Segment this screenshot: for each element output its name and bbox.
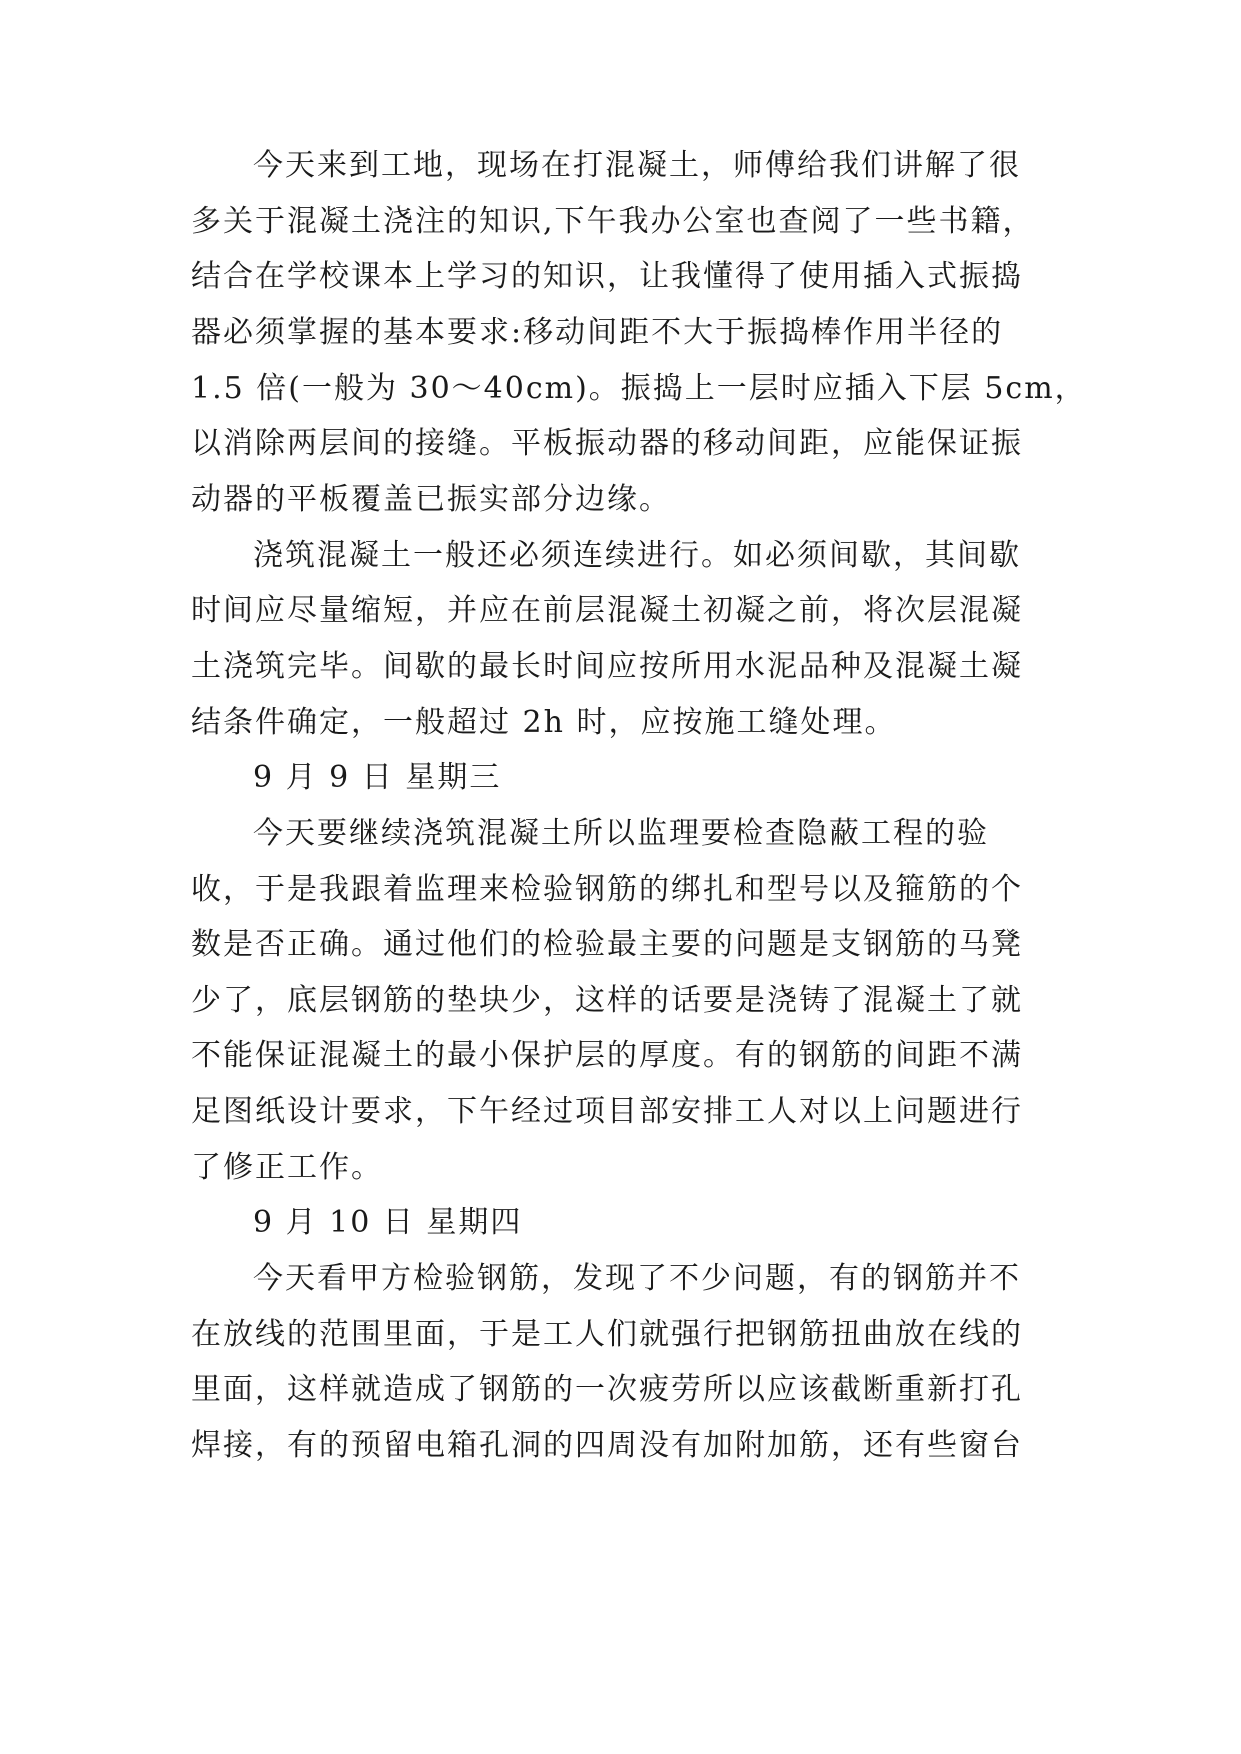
paragraph-2-line-1: 浇筑混凝土一般还必须连续进行。如必须间歇，其间歇 — [253, 538, 1021, 573]
paragraph-1-line-6: 以消除两层间的接缝。平板振动器的移动间距，应能保证振 — [191, 426, 1023, 461]
paragraph-1-line-2: 多关于混凝土浇注的知识,下午我办公室也查阅了一些书籍， — [191, 204, 1035, 239]
paragraph-3-line-3: 数是否正确。通过他们的检验最主要的问题是支钢筋的马凳 — [191, 927, 1023, 962]
paragraph-4-line-1: 今天看甲方检验钢筋，发现了不少问题，有的钢筋并不 — [253, 1261, 1021, 1296]
paragraph-3-line-2: 收，于是我跟着监理来检验钢筋的绑扎和型号以及箍筋的个 — [191, 872, 1023, 907]
paragraph-3-line-7: 了修正工作。 — [191, 1150, 383, 1185]
paragraph-1-line-4: 器必须掌握的基本要求:移动间距不大于振捣棒作用半径的 — [191, 315, 1004, 350]
date-heading-2: 9 月 10 日 星期四 — [253, 1205, 523, 1240]
paragraph-3-line-6: 足图纸设计要求，下午经过项目部安排工人对以上问题进行 — [191, 1094, 1023, 1129]
paragraph-2-line-2: 时间应尽量缩短，并应在前层混凝土初凝之前，将次层混凝 — [191, 593, 1023, 628]
paragraph-1-line-7: 动器的平板覆盖已振实部分边缘。 — [191, 482, 671, 517]
paragraph-4-line-4: 焊接，有的预留电箱孔洞的四周没有加附加筋，还有些窗台 — [191, 1428, 1023, 1463]
paragraph-2-line-3: 土浇筑完毕。间歇的最长时间应按所用水泥品种及混凝土凝 — [191, 649, 1023, 684]
paragraph-1-line-3: 结合在学校课本上学习的知识，让我懂得了使用插入式振捣 — [191, 259, 1023, 294]
paragraph-2-line-4: 结条件确定，一般超过 2h 时，应按施工缝处理。 — [191, 705, 897, 740]
paragraph-3-line-1: 今天要继续浇筑混凝土所以监理要检查隐蔽工程的验 — [253, 816, 989, 851]
paragraph-4-line-2: 在放线的范围里面，于是工人们就强行把钢筋扭曲放在线的 — [191, 1317, 1023, 1352]
paragraph-4-line-3: 里面，这样就造成了钢筋的一次疲劳所以应该截断重新打孔 — [191, 1372, 1023, 1407]
paragraph-1-line-5: 1.5 倍(一般为 30～40cm)。振捣上一层时应插入下层 5cm， — [191, 371, 1087, 406]
paragraph-1-line-1: 今天来到工地，现场在打混凝土，师傅给我们讲解了很 — [253, 148, 1021, 183]
paragraph-3-line-5: 不能保证混凝土的最小保护层的厚度。有的钢筋的间距不满 — [191, 1038, 1023, 1073]
paragraph-3-line-4: 少了，底层钢筋的垫块少，这样的话要是浇铸了混凝土了就 — [191, 983, 1023, 1018]
date-heading-1: 9 月 9 日 星期三 — [253, 760, 502, 795]
